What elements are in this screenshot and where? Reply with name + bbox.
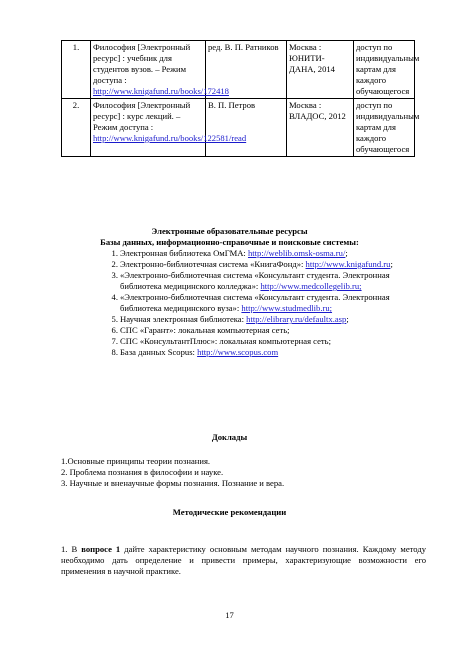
- resource-link[interactable]: http://elibrary.ru/defaultx.asp: [246, 314, 347, 324]
- publisher-cell: Москва : ВЛАДОС, 2012: [287, 99, 354, 157]
- author-cell: ред. В. П. Ратников: [206, 41, 287, 99]
- table-row: [62, 99, 415, 157]
- book-link[interactable]: http://www.knigafund.ru/books/172418: [93, 86, 229, 96]
- publisher-cell: Москва : ЮНИТИ-ДАНА, 2014: [287, 41, 354, 99]
- row-number: 2.: [62, 99, 91, 157]
- reports-heading: Доклады: [211, 432, 248, 442]
- resource-link[interactable]: http://www.medcollegelib.ru;: [260, 281, 362, 291]
- list-item: 2. Электронно-библиотечная система «КнигаФонд»: http://www.knigafund.ru;: [111, 259, 393, 269]
- bold-question: вопросе 1: [81, 544, 121, 554]
- page-number: 17: [225, 610, 234, 620]
- book-link[interactable]: http://www.knigafund.ru/books/122581/read: [93, 133, 247, 143]
- literature-table: [61, 40, 420, 157]
- report-item: 2. Проблема познания в философии и науке.: [61, 467, 224, 477]
- book-title: Философия [Электронный ресурс] : курс лекций. – Режим доступа :: [93, 100, 191, 132]
- list-item: 3. «Электронно-библиотечная система «Консультант студента. Электронная библиотека медицинского колледжа»: http://www.medcollegelib.ru;: [111, 270, 390, 291]
- eresources-list-wrap: [111, 248, 420, 358]
- reports-list: [61, 456, 411, 489]
- resource-link[interactable]: http://www.studmedlib.ru;: [241, 303, 333, 313]
- resource-link[interactable]: http://www.scopus.com: [197, 347, 279, 357]
- report-item: 1.Основные принципы теории познания.: [61, 456, 211, 466]
- eresources-subheading: Базы данных, информационно-справочные и поисковые системы:: [100, 237, 359, 247]
- list-item: 4. «Электронно-библиотечная система «Консультант студента. Электронная библиотека медицинского вуза»: http://www.studmedlib.ru;: [111, 292, 390, 313]
- book-title: Философия [Электронный ресурс] : учебник для студентов вузов. – Режим доступа :: [93, 42, 191, 85]
- eresources-list: [111, 248, 420, 358]
- book-title-cell: [91, 41, 229, 99]
- methodical-heading: Методические рекомендации: [172, 507, 287, 517]
- table-row: [62, 41, 415, 99]
- resource-link[interactable]: http://weblib.omsk-osma.ru/: [247, 248, 346, 258]
- list-item: 5. Научная электронная библиотека: http://elibrary.ru/defaultx.asp;: [111, 314, 349, 324]
- author-cell: В. П. Петров: [206, 99, 287, 157]
- eresources-heading: Электронные образовательные ресурсы: [151, 226, 308, 236]
- methodical-paragraph: 1. В вопросе 1 дайте характеристику основным методам научного познания. Каждому методу необходимо дать определение и привести примеры, характеризующие возможности его применения в научной практике.: [61, 544, 426, 576]
- list-item: 1. Электронная библиотека ОмГМА: http://weblib.omsk-osma.ru/;: [111, 248, 348, 258]
- resource-link[interactable]: http://www.knigafund.ru: [305, 259, 391, 269]
- row-number: 1.: [62, 41, 91, 99]
- list-item: 8. База данных Scopus: http://www.scopus.com: [111, 347, 279, 357]
- list-item: 7. СПС «КонсультантПлюс»: локальная компьютерная сеть;: [111, 336, 331, 346]
- access-cell: доступ по индивидуальным картам для каждого обучающегося: [354, 41, 415, 99]
- access-cell: доступ по индивидуальным картам для каждого обучающегося: [354, 99, 415, 157]
- report-item: 3. Научные и вненаучные формы познания. Познание и вера.: [61, 478, 285, 488]
- list-item: 6. СПС «Гарант»: локальная компьютерная сеть;: [111, 325, 290, 335]
